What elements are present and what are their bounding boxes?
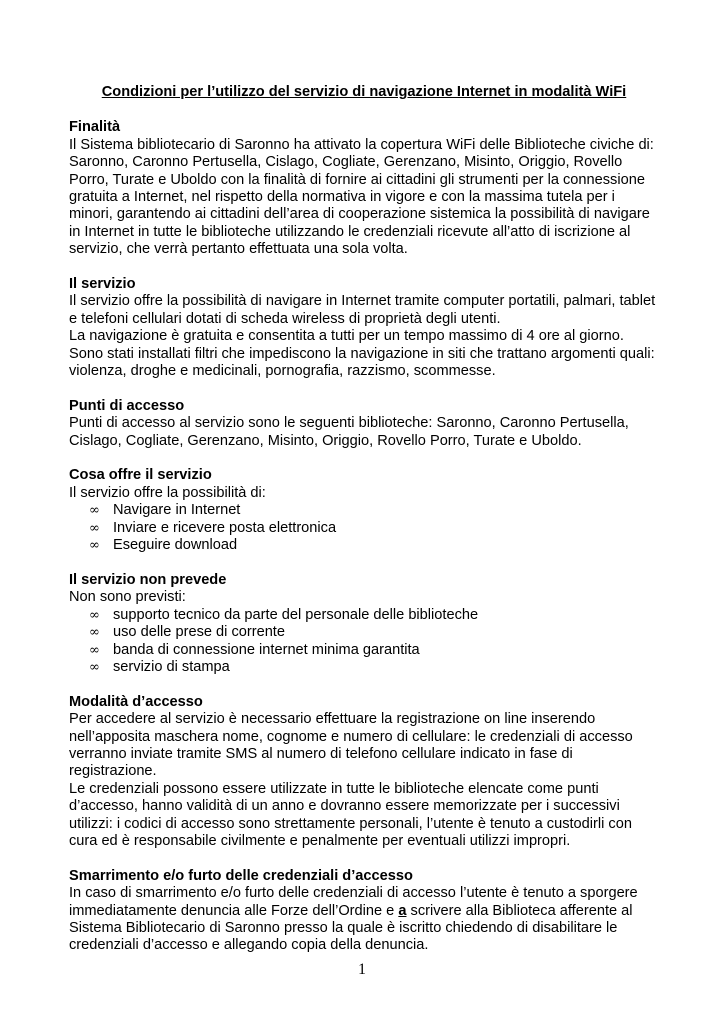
infinity-bullet-icon: ∞: [89, 520, 100, 536]
section-heading: Punti di accesso: [69, 397, 185, 414]
list-item-text: Navigare in Internet: [113, 502, 241, 519]
bullet-list: [69, 502, 659, 554]
list-item: [69, 520, 659, 537]
list-item-text: servizio di stampa: [113, 658, 230, 675]
infinity-bullet-icon: ∞: [89, 607, 100, 623]
section-finalita: [69, 119, 659, 258]
paragraph: Il servizio offre la possibilità di navigare in Internet tramite computer portatili, palmari, tablet e telefoni cellulari dotati di scheda wireless di proprietà degli utenti.: [69, 293, 656, 327]
section-punti-di-accesso: [69, 398, 659, 450]
list-item-text: Inviare e ricevere posta elettronica: [113, 519, 337, 536]
paragraph: Punti di accesso al servizio sono le seguenti biblioteche: Saronno, Caronno Pertusella, Cislago, Cogliate, Gerenzano, Misinto, Origgio, Rovello Porro, Turate e Uboldo.: [69, 415, 629, 449]
list-item-text: Eseguire download: [113, 537, 238, 554]
paragraph-text: scrivere alla Biblioteca afferente al Sistema Bibliotecario di Saronno presso la quale è iscritto chiedendo di disabilitare le credenziali d’accesso e allegando copia della denuncia.: [69, 902, 633, 954]
section-cosa-offre: [69, 467, 659, 554]
list-item: [69, 624, 659, 641]
section-smarrimento: [69, 868, 659, 955]
list-item: [69, 642, 659, 659]
section-il-servizio: [69, 276, 659, 380]
paragraph: Per accedere al servizio è necessario effettuare la registrazione on line inserendo nell’apposita maschera nome, cognome e numero di cellulare: le credenziali di accesso verranno inviate tramite SMS al numero di telefono cellulare indicato in fase di registrazione.: [69, 711, 633, 780]
section-heading: Il servizio non prevede: [69, 571, 227, 588]
paragraph: Sono stati installati filtri che impediscono la navigazione in siti che trattano argomenti quali: violenza, droghe e medicinali, pornografia, razzismo, scommesse.: [69, 345, 655, 380]
section-heading: Il servizio: [69, 276, 136, 293]
section-non-prevede: [69, 572, 659, 676]
list-item: [69, 659, 659, 676]
list-item: [69, 502, 659, 519]
paragraph: [69, 885, 659, 955]
list-intro: Il servizio offre la possibilità di:: [69, 484, 266, 501]
section-heading: Modalità d’accesso: [69, 693, 203, 710]
page-number: 1: [358, 961, 366, 978]
list-item: [69, 607, 659, 624]
infinity-bullet-icon: ∞: [89, 625, 100, 641]
paragraph-text: In caso di smarrimento e/o furto delle credenziali di accesso l’utente è tenuto a sporgere immediatamente denuncia alle Forze dell’Ordine e: [69, 885, 638, 919]
infinity-bullet-icon: ∞: [89, 503, 100, 519]
section-heading: Smarrimento e/o furto delle credenziali d’accesso: [69, 867, 413, 884]
section-heading: Finalità: [69, 119, 121, 136]
list-intro: Non sono previsti:: [69, 589, 186, 606]
emphasis-text: a: [398, 902, 407, 919]
section-heading: Cosa offre il servizio: [69, 467, 212, 484]
list-item-text: supporto tecnico da parte del personale delle biblioteche: [113, 606, 479, 623]
section-modalita-accesso: [69, 694, 659, 851]
infinity-bullet-icon: ∞: [89, 538, 100, 554]
bullet-list: [69, 607, 659, 677]
paragraph: Il Sistema bibliotecario di Saronno ha attivato la copertura WiFi delle Biblioteche civiche di: Saronno, Caronno Pertusella, Cislago, Cogliate, Gerenzano, Misinto, Origgio, Rovello Porro, Turate e Uboldo con la finalità di fornire ai cittadini gli strumenti per la connessione gratuita a Internet, nel rispetto della normativa in vigore e con la massima tutela per i minori, garantendo ai cittadini dell’area di cooperazione sistemica la possibilità di navigare in Internet in tutte le biblioteche utilizzando le credenziali ricevute all’atto di iscrizione al servizio, che verrà pertanto effettuata una sola volta.: [69, 136, 654, 258]
document-page: [69, 84, 659, 972]
paragraph: La navigazione è gratuita e consentita a tutti per un tempo massimo di 4 ore al giorno.: [69, 328, 624, 345]
list-item: [69, 537, 659, 554]
list-item-text: uso delle prese di corrente: [113, 624, 285, 641]
paragraph: Le credenziali possono essere utilizzate in tutte le biblioteche elencate come punti d’accesso, hanno validità di un anno e dovranno essere memorizzate per i successivi utilizzi: i codici di accesso sono strettamente personali, l’utente è tenuto a custodirli con cura ed è responsabile civilmente e penalmente per eventuali utilizzi impropri.: [69, 780, 632, 849]
infinity-bullet-icon: ∞: [89, 642, 100, 658]
document-title: Condizioni per l’utilizzo del servizio di navigazione Internet in modalità WiFi: [101, 84, 627, 100]
list-item-text: banda di connessione internet minima garantita: [113, 641, 420, 658]
infinity-bullet-icon: ∞: [89, 659, 100, 675]
